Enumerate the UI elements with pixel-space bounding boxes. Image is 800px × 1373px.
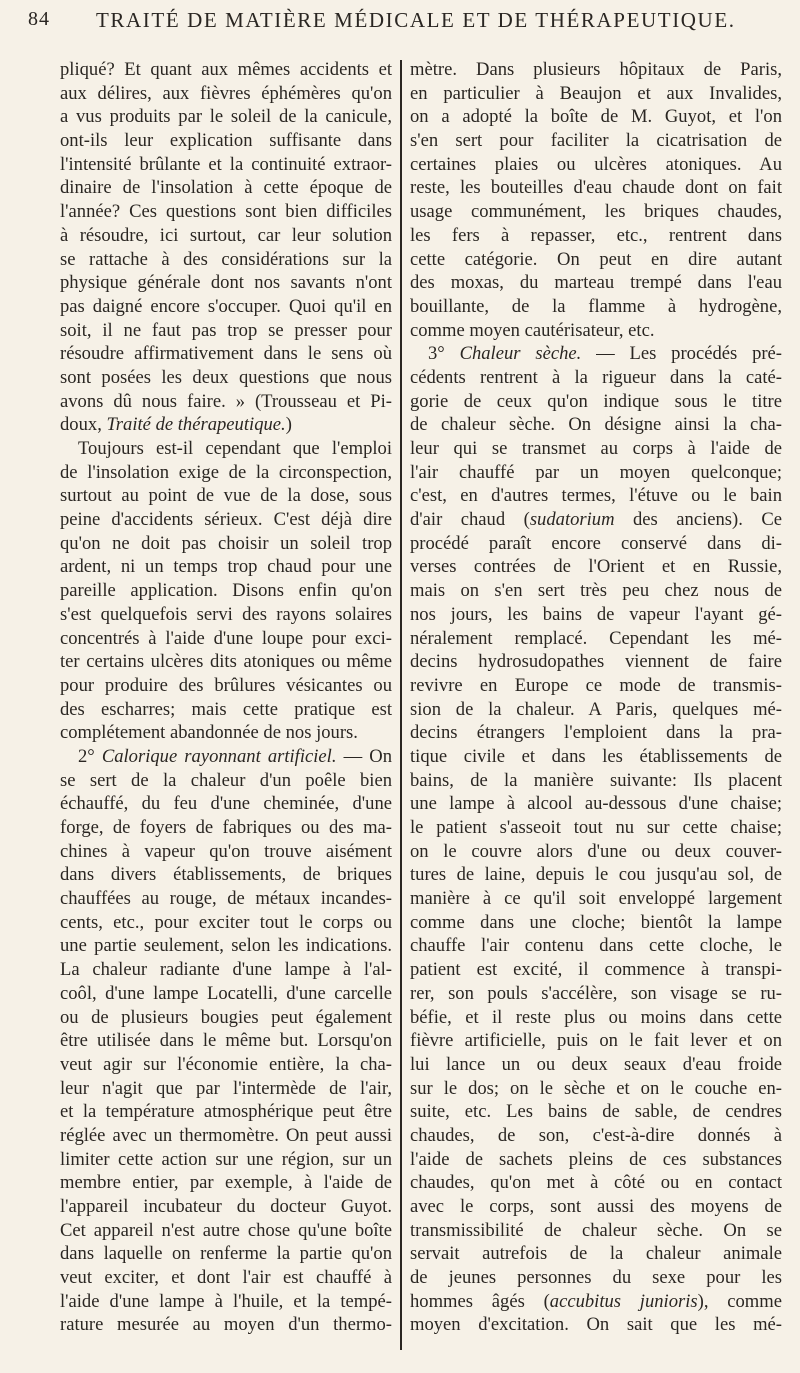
- text-segment: ): [285, 414, 292, 436]
- text-segment: comme moyen cautérisateur, etc.: [410, 319, 655, 341]
- text-segment: decins hydrosudopathes viennent de faire: [410, 651, 782, 673]
- text-segment: gorie de ceux qu'on indique sous le titre: [410, 390, 782, 412]
- text-line: [410, 816, 782, 840]
- text-line: [410, 1006, 782, 1030]
- text-segment: 2°: [78, 745, 102, 767]
- text-line: [60, 745, 392, 769]
- text-line: [60, 129, 392, 153]
- text-segment: peine d'accidents sérieux. C'est déjà dire: [60, 509, 392, 531]
- text-segment: Toujours est-il cependant que l'emploi: [78, 438, 392, 459]
- text-segment: dans laquelle on renferme la partie qu'on: [60, 1243, 392, 1265]
- text-line: [60, 840, 392, 864]
- text-line: [410, 508, 782, 532]
- text-line: [410, 1100, 782, 1124]
- text-segment: mètre. Dans plusieurs hôpitaux de Paris,: [410, 59, 782, 80]
- text-line: [60, 437, 392, 461]
- text-line: [60, 911, 392, 935]
- text-segment: une partie seulement, selon les indications.: [60, 935, 392, 957]
- text-segment: chauffées au rouge, de métaux incandes-: [60, 888, 392, 910]
- text-segment: doux,: [60, 414, 107, 436]
- text-line: [60, 721, 392, 745]
- text-segment: 3°: [428, 343, 460, 365]
- text-segment: certaines plaies ou ulcères atoniques. Au: [410, 153, 782, 175]
- text-line: [410, 342, 782, 366]
- italic-text: Traité de thérapeutique.: [106, 414, 286, 436]
- text-segment: chaudes, de son, c'est-à-dire donnés à: [410, 1124, 782, 1146]
- text-segment: pareille application. Disons enfin qu'on: [60, 580, 392, 602]
- text-line: [410, 484, 782, 508]
- left-column: [60, 58, 392, 1337]
- text-line: [60, 224, 392, 248]
- paragraph: [60, 745, 392, 1337]
- italic-text: sudatorium: [529, 509, 615, 531]
- text-line: [410, 1195, 782, 1219]
- text-segment: être utilisée dans le même but. Lorsqu'on: [60, 1030, 392, 1052]
- text-line: [410, 153, 782, 177]
- text-segment: reste, les bouteilles d'eau chaude dont on fait: [410, 177, 782, 199]
- text-segment: d'air chaud (: [410, 509, 530, 531]
- text-line: [60, 532, 392, 556]
- text-segment: néralement remplacé. Cependant les mé-: [410, 627, 782, 649]
- text-segment: suite, etc. Les bains de sable, de cendres: [410, 1101, 782, 1123]
- text-line: [60, 934, 392, 958]
- text-segment: leur n'agit que par l'intermède de l'air,: [60, 1077, 392, 1099]
- text-line: [60, 82, 392, 106]
- text-line: [410, 129, 782, 153]
- text-segment: en particulier à Beaujon et aux Invalides,: [410, 82, 782, 104]
- italic-text: accubitus junioris: [549, 1290, 698, 1312]
- text-segment: moyen d'excitation. On sait que les mé-: [410, 1314, 782, 1336]
- paragraph: [410, 342, 782, 1337]
- text-line: [60, 555, 392, 579]
- text-segment: pour produire des brûlures vésicantes ou: [60, 674, 392, 696]
- text-segment: les fers à repasser, etc., rentrent dans: [410, 224, 782, 246]
- text-segment: sont posées les deux questions que nous: [60, 366, 392, 388]
- text-segment: a vus produits par le soleil de la canicule,: [60, 106, 392, 128]
- text-segment: patient est excité, il commence à transpi-: [410, 959, 782, 981]
- text-segment: verses contrées de l'Orient et en Russie,: [410, 556, 782, 578]
- text-segment: réglée avec un thermomètre. On peut aussi: [60, 1124, 392, 1146]
- text-line: [60, 887, 392, 911]
- text-line: [410, 555, 782, 579]
- text-line: [410, 82, 782, 106]
- text-line: [60, 105, 392, 129]
- text-line: [60, 579, 392, 603]
- text-line: [410, 1148, 782, 1172]
- text-segment: ou de plusieurs bougies peut également: [60, 1006, 392, 1028]
- text-line: [60, 674, 392, 698]
- text-segment: Cet appareil n'est autre chose qu'une boîte: [60, 1219, 392, 1241]
- text-segment: usage communément, les briques chaudes,: [410, 201, 782, 223]
- text-line: [410, 698, 782, 722]
- text-line: [60, 650, 392, 674]
- text-line: [410, 934, 782, 958]
- text-segment: membre entier, par exemple, à l'aide de: [60, 1172, 392, 1194]
- text-line: [410, 58, 782, 82]
- text-line: [410, 1053, 782, 1077]
- text-line: [60, 295, 392, 319]
- text-line: [60, 1053, 392, 1077]
- text-segment: des escharres; mais cette pratique est: [60, 698, 392, 720]
- text-line: [60, 698, 392, 722]
- text-segment: avec le corps, sont aussi des moyens de: [410, 1196, 782, 1217]
- text-segment: tures de laine, depuis le cou jusqu'au sol, de: [410, 864, 782, 886]
- text-segment: — On: [336, 745, 392, 767]
- text-segment: de jeunes personnes du sexe pour les: [410, 1267, 782, 1289]
- text-line: [60, 1148, 392, 1172]
- text-line: [410, 248, 782, 272]
- text-segment: decins étrangers l'emploient dans la pra-: [410, 722, 782, 744]
- text-line: [60, 1219, 392, 1243]
- text-segment: comme dans une cloche; bientôt la lampe: [410, 911, 782, 933]
- text-line: [410, 437, 782, 461]
- text-line: [410, 1029, 782, 1053]
- text-segment: bouillante, de la flamme à hydrogène,: [410, 295, 782, 317]
- text-line: [410, 721, 782, 745]
- text-line: [410, 863, 782, 887]
- text-segment: se sert de la chaleur d'un poêle bien: [60, 769, 392, 791]
- text-segment: forge, de foyers de fabriques ou des ma-: [60, 817, 392, 838]
- text-line: [60, 366, 392, 390]
- text-line: [410, 1171, 782, 1195]
- text-line: [60, 413, 392, 437]
- text-segment: des moxas, du marteau trempé dans l'eau: [410, 272, 782, 294]
- text-segment: pas daigné encore s'occuper. Quoi qu'il en: [60, 295, 392, 317]
- text-line: [410, 958, 782, 982]
- text-line: [410, 1124, 782, 1148]
- text-segment: ardent, ni un temps trop chaud pour une: [60, 556, 392, 578]
- text-line: [60, 319, 392, 343]
- text-segment: soit, il ne faut pas trop se presser pour: [60, 319, 392, 341]
- text-segment: tique civile et dans les établissements de: [410, 745, 782, 767]
- text-segment: fièvre artificielle, puis on le fait lever et on: [410, 1030, 782, 1052]
- text-line: [60, 153, 392, 177]
- text-segment: ), comme: [697, 1290, 782, 1312]
- text-line: [60, 176, 392, 200]
- text-line: [60, 816, 392, 840]
- text-line: [410, 627, 782, 651]
- text-segment: limiter cette action sur une région, sur un: [60, 1148, 392, 1170]
- text-line: [410, 650, 782, 674]
- text-segment: revivre en Europe ce mode de transmis-: [410, 674, 782, 696]
- text-segment: cette catégorie. On peut en dire autant: [410, 248, 782, 270]
- text-segment: une lampe à alcool au-dessous d'une chaise;: [410, 793, 782, 815]
- text-line: [60, 58, 392, 82]
- text-line: [60, 1266, 392, 1290]
- text-line: [410, 413, 782, 437]
- text-segment: chauffe l'air contenu dans cette cloche, le: [410, 935, 782, 957]
- text-line: [410, 603, 782, 627]
- text-line: [60, 390, 392, 414]
- paragraph: [60, 58, 392, 437]
- text-segment: La chaleur radiante d'une lampe à l'al-: [60, 959, 392, 981]
- text-segment: servait autrefois de la chaleur animale: [410, 1243, 782, 1265]
- text-line: [410, 674, 782, 698]
- text-segment: l'année? Ces questions sont bien difficiles: [60, 201, 392, 223]
- text-line: [60, 342, 392, 366]
- text-line: [410, 390, 782, 414]
- text-segment: l'air chauffé par un moyen quelconque;: [410, 461, 782, 483]
- text-line: [410, 461, 782, 485]
- running-title: TRAITÉ DE MATIÈRE MÉDICALE ET DE THÉRAPEUTIQUE.: [96, 8, 736, 32]
- text-line: [410, 271, 782, 295]
- text-segment: échauffé, du feu d'une cheminée, d'une: [60, 793, 392, 815]
- text-segment: procédé paraît encore conservé dans di-: [410, 532, 782, 554]
- text-line: [410, 769, 782, 793]
- text-line: [410, 1219, 782, 1243]
- text-segment: avons dû nous faire. » (Trousseau et Pi-: [60, 390, 392, 412]
- text-segment: pliqué? Et quant aux mêmes accidents et: [60, 59, 392, 80]
- text-segment: aux délires, aux fièvres éphémères qu'on: [60, 82, 392, 104]
- text-segment: ter certains ulcères dits atoniques ou même: [60, 651, 392, 673]
- text-segment: de chaleur sèche. On désigne ainsi la cha-: [410, 414, 782, 436]
- text-line: [60, 1006, 392, 1030]
- text-line: [60, 792, 392, 816]
- text-segment: leur qui se transmet au corps à l'aide de: [410, 438, 782, 459]
- text-segment: des anciens). Ce: [614, 509, 782, 531]
- text-segment: dinaire de l'insolation à cette époque de: [60, 177, 392, 199]
- text-segment: l'appareil incubateur du docteur Guyot.: [60, 1196, 392, 1217]
- text-line: [60, 627, 392, 651]
- text-segment: coôl, d'une lampe Locatelli, d'une carcelle: [60, 982, 392, 1004]
- text-line: [410, 1313, 782, 1337]
- text-line: [410, 1077, 782, 1101]
- text-line: [60, 958, 392, 982]
- text-line: [60, 1195, 392, 1219]
- text-line: [410, 319, 782, 343]
- text-segment: béfie, et il reste plus ou moins dans cette: [410, 1006, 782, 1028]
- text-segment: — Les procédés pré-: [581, 343, 783, 365]
- running-header: [0, 4, 800, 34]
- text-line: [60, 271, 392, 295]
- text-segment: manière à ce qu'il soit enveloppé largement: [410, 888, 782, 910]
- page-number: 84: [28, 8, 50, 30]
- text-segment: qu'on ne doit pas choisir un soleil trop: [60, 532, 392, 554]
- text-segment: dans divers établissements, de briques: [60, 864, 392, 886]
- text-segment: rer, son pouls s'accélère, son visage se ru-: [410, 982, 782, 1004]
- column-divider: [400, 60, 402, 1350]
- paragraph: [410, 58, 782, 342]
- text-line: [410, 579, 782, 603]
- text-segment: c'est, en d'autres termes, l'étuve ou le bain: [410, 485, 782, 507]
- text-segment: lui lance un ou deux seaux d'eau froide: [410, 1053, 782, 1075]
- text-line: [410, 745, 782, 769]
- text-segment: l'intensité brûlante et la continuité extraor-: [60, 153, 392, 175]
- text-line: [60, 863, 392, 887]
- text-segment: chines à vapeur qu'on trouve aisément: [60, 840, 392, 862]
- text-segment: sur le dos; on le sèche et on le couche en-: [410, 1077, 782, 1099]
- text-segment: l'aide de sachets pleins de ces substances: [410, 1148, 782, 1170]
- text-segment: complétement abandonnée de nos jours.: [60, 722, 358, 744]
- text-segment: s'en sert pour faciliter la cicatrisation de: [410, 130, 782, 152]
- text-segment: l'aide d'une lampe à l'huile, et la tempé-: [60, 1290, 392, 1312]
- text-line: [60, 461, 392, 485]
- text-segment: et la température atmosphérique peut être: [60, 1101, 392, 1123]
- text-line: [410, 224, 782, 248]
- text-segment: physique générale dont nos savants n'ont: [60, 272, 392, 294]
- text-line: [410, 792, 782, 816]
- text-segment: nos jours, les bains de vapeur l'ayant gé-: [410, 603, 782, 625]
- text-line: [60, 1171, 392, 1195]
- text-line: [410, 295, 782, 319]
- text-line: [60, 508, 392, 532]
- text-segment: ont-ils leur explication suffisante dans: [60, 130, 392, 152]
- text-segment: surtout au point de vue de la dose, sous: [60, 485, 392, 507]
- text-line: [60, 769, 392, 793]
- text-segment: sion de la chaleur. A Paris, quelques mé-: [410, 698, 782, 720]
- text-line: [60, 603, 392, 627]
- text-line: [60, 1100, 392, 1124]
- text-segment: veut exciter, et dont l'air est chauffé à: [60, 1267, 392, 1289]
- text-line: [60, 1242, 392, 1266]
- italic-text: Calorique rayonnant artificiel.: [101, 745, 337, 767]
- text-segment: cédents rentrent à la rigueur dans la caté-: [410, 366, 782, 388]
- text-line: [410, 1266, 782, 1290]
- text-segment: se rattache à des considérations sur la: [60, 248, 392, 270]
- text-line: [410, 366, 782, 390]
- text-line: [60, 1077, 392, 1101]
- text-line: [410, 176, 782, 200]
- text-segment: à résoudre, ici surtout, car leur solution: [60, 224, 392, 246]
- text-line: [410, 200, 782, 224]
- text-line: [60, 1290, 392, 1314]
- text-line: [410, 911, 782, 935]
- text-segment: rature mesurée au moyen d'un thermo-: [60, 1314, 392, 1336]
- text-segment: s'est quelquefois servi des rayons solaires: [60, 603, 392, 625]
- text-line: [410, 532, 782, 556]
- text-segment: veut agir sur l'économie entière, la cha-: [60, 1053, 392, 1075]
- text-line: [410, 1242, 782, 1266]
- text-line: [60, 200, 392, 224]
- text-segment: mais on s'en sert très peu chez nous de: [410, 580, 782, 602]
- text-segment: transmissibilité de chaleur sèche. On se: [410, 1219, 782, 1241]
- text-line: [410, 887, 782, 911]
- italic-text: Chaleur sèche.: [459, 343, 582, 365]
- text-segment: chaudes, qu'on met à côté ou en contact: [410, 1172, 782, 1194]
- text-line: [410, 1290, 782, 1314]
- paragraph: [60, 437, 392, 745]
- text-segment: on le couvre alors d'une ou deux couver-: [410, 840, 782, 862]
- text-line: [60, 1313, 392, 1337]
- text-line: [60, 248, 392, 272]
- text-segment: hommes âgés (: [410, 1290, 550, 1312]
- text-line: [60, 1124, 392, 1148]
- text-line: [410, 840, 782, 864]
- text-segment: concentrés à l'aide d'une loupe pour exci-: [60, 627, 392, 649]
- text-segment: résoudre affirmativement dans le sens où: [60, 343, 392, 365]
- text-line: [60, 982, 392, 1006]
- text-segment: bains, de la manière suivante: Ils placent: [410, 769, 782, 791]
- right-column: [410, 58, 782, 1337]
- text-segment: le patient s'asseoit tout nu sur cette chaise;: [410, 817, 782, 838]
- text-line: [60, 484, 392, 508]
- text-segment: de l'insolation exige de la circonspection,: [60, 461, 392, 483]
- text-line: [410, 105, 782, 129]
- text-line: [410, 982, 782, 1006]
- text-segment: cents, etc., pour exciter tout le corps ou: [60, 911, 392, 933]
- text-line: [60, 1029, 392, 1053]
- text-segment: on a adopté la boîte de M. Guyot, et l'on: [410, 106, 782, 128]
